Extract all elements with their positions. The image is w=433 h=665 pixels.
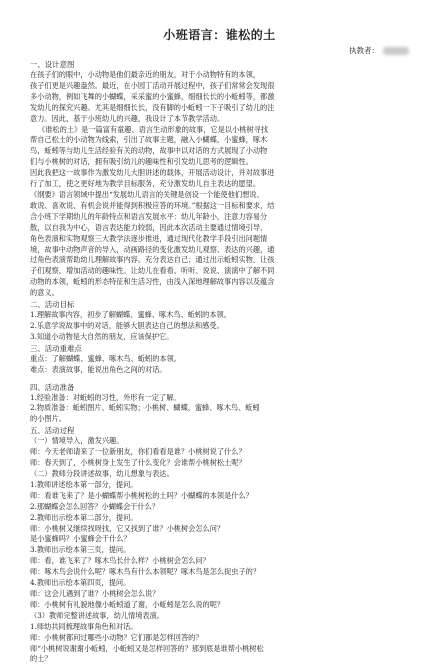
section-heading: 一、设计意图 — [30, 60, 75, 69]
text-line: 过角色表演帮助幼儿理解故事内容。充分表达自己；通过出示蚯蚓实物，让孩 — [30, 255, 275, 265]
text-line: 是小蜜蜂吗？小蜜蜂会干什么？ — [30, 534, 131, 544]
text-line: 1.经验准备：对蚯蚓的习性，外形有一定了解。 — [30, 392, 181, 402]
text-line: 《谁松的土》是一篇富有童趣、语言生动形象的故事，它是以小桃树寻找 — [38, 124, 269, 134]
text-line: 散，以自我为中心，语言表达能力较弱，因此本次活动主要通过情境引导、 — [30, 222, 268, 232]
text-line: （二）教师分段讲述故事，幼儿想象与表达。 — [30, 469, 174, 478]
section-heading: 四、活动准备 — [30, 382, 75, 392]
author-label: 执教者： — [349, 46, 379, 55]
text-line: （一）情境导入，激发兴趣。 — [30, 436, 124, 446]
text-line: 角色表演和实物观察三大教学法逐步推进，通过现代化教学手段引出问题情 — [30, 233, 268, 243]
text-line: 师：今天老师请来了一位新朋友，你们看看是谁？小桃树说了什么？ — [30, 447, 246, 457]
text-line: 帮自己松土的小动物为线索，引出了故事主题，融入小蝴蝶，小蜜蜂，啄木 — [30, 135, 268, 145]
text-line: 重点：了解蝴蝶、蜜蜂、啄木鸟、蚯蚓的本领。 — [30, 353, 181, 363]
text-line: 1.师幼共同梳理故事角色和对话。 — [30, 621, 138, 631]
text-line: 2.那蝴蝶会怎么回答？小蝴蝶会干什么？ — [30, 501, 160, 511]
text-line: 境，故事中动物声音的导入，动画路径的变化激发幼儿观察、表达的兴趣，通 — [30, 244, 275, 254]
text-line: 多小动物，例如飞舞的小蝴蝶，采采蜜的小蜜蜂，细细长长的小蚯蚓等，都激 — [30, 91, 275, 101]
text-line: 发幼儿的探究兴趣。尤其是细细长长，没有脚的小蚯蚓一下子吸引了幼儿的注 — [30, 102, 275, 112]
text-line: 2.物质准备：蚯蚓图片、蚯蚓实物；小桃树、蝴蝶、蜜蜂、啄木鸟、蚯蚓 — [30, 403, 260, 413]
text-line: 师：春天到了，小桃树身上发生了什么变化？会谁帮小桃树松土呢？ — [30, 458, 246, 468]
text-line: 师：啄木鸟会说什么呢？啄木鸟有什么本领呢？啄木鸟是怎么捉虫子的？ — [30, 567, 261, 577]
text-line: 因此我把这一故事作为激发幼儿大胆讲述的载体，开展活动设计，并对故事进 — [30, 168, 275, 178]
text-line: 行了加工，使之更好地为教学目标服务，充分激发幼儿自主表达的愿望。 — [30, 179, 261, 189]
text-line: 师：小桃树有礼貌地像小蚯蚓道了谢，小蚯蚓是怎么说的呢？ — [30, 599, 225, 609]
text-line: 在孩子们的眼中，小动物是他们最亲近的朋友，对于小动物特有的本领， — [30, 70, 261, 79]
text-line: 师“小桃树说谢谢小蚯蚓，小蚯蚓又是怎样回答的？那到底是谁帮小桃树松 — [30, 643, 264, 653]
text-line: 2.乐意学说故事中的对话，能够大胆表达自己的想法和感受。 — [30, 320, 224, 330]
section-heading: 二、活动目标 — [30, 300, 75, 310]
text-line: 鸟，蚯蚓等与幼儿生活经验有关的动物，故事中以对话的方式展现了小动物 — [30, 146, 268, 156]
text-line: 4.教师出示绘本第四页，提问。 — [30, 578, 131, 588]
text-line: 们与小桃树的对话，拥有吸引幼儿的趣味性和引发幼儿思考的逻辑性。 — [30, 157, 253, 167]
text-line: 意力。因此，基于小班幼儿的兴趣，我设计了本节教学活动。 — [30, 113, 225, 123]
text-line: 动物的本领，蚯蚓的形态特征和生活习性，由浅入深地理解故事内容以及蕴含 — [30, 277, 275, 287]
document-body — [30, 59, 409, 665]
text-line: 师：小桃树又继续找呀找，它又找到了谁？小桃树会怎么问？ — [30, 523, 225, 533]
text-line: 的小图片。 — [30, 414, 66, 424]
author-line — [30, 45, 409, 56]
document-title: 小班语言：谁松的土 — [163, 28, 276, 42]
text-line: 3.教师出示绘本第三页，提问。 — [30, 545, 131, 555]
text-line: 1.理解故事内容，初步了解蝴蝶、蜜蜂、啄木鸟、蚯蚓的本领。 — [30, 310, 231, 320]
text-line: 1.教师讲述绘本第一部分，提问。 — [30, 479, 138, 489]
text-line: 的土？ — [30, 654, 52, 664]
text-line: 师：看谁飞来了？是小蝴蝶帮小桃树松的土吗？小蝴蝶的本领是什么？ — [30, 490, 253, 500]
section-heading: 三、活动重难点 — [30, 343, 82, 353]
section-heading: 五、活动过程 — [30, 426, 75, 436]
text-line: 的意义。 — [30, 288, 59, 298]
redacted-author-name — [383, 47, 409, 55]
text-line: （3）教师完整讲述故事，幼儿情境表演。 — [30, 610, 164, 620]
text-line: 师：小桃树都问过哪些小动物？它们都是怎样回答的？ — [30, 632, 203, 642]
text-line: 子们观察，增加活动的趣味性。让幼儿在看看、听听、说说、演演中了解不同 — [30, 266, 275, 276]
text-line: 3.知道小动物是大自然的朋友，应该保护它。 — [30, 331, 174, 341]
text-line: 合小班下学期幼儿的年龄特点和语言发展水平：幼儿年龄小，注意力容易分 — [30, 211, 268, 221]
text-line: 师：这会儿遇到了谁？小桃树会怎么说？ — [30, 588, 160, 598]
text-line: 《纲要》语言领域中提出“发展幼儿语言的关键是创设一个能使他们想说、 — [30, 189, 264, 199]
text-line: 敢说、喜欢说、有机会说并能得到积极应答的环境。”根据这一目标和要求，结 — [30, 200, 275, 210]
text-line: 孩子们更是兴趣盎然。最近，在小园丁活动开展过程中，孩子们常常会发现很 — [30, 80, 275, 90]
text-line: 难点：表演故事，能说出角色之间的对话。 — [30, 364, 167, 374]
text-line: 师：看，谁飞来了？啄木鸟长什么样？小桃树会怎么问？ — [30, 556, 210, 566]
text-line: 2.教师出示绘本第二部分，提问。 — [30, 512, 138, 522]
